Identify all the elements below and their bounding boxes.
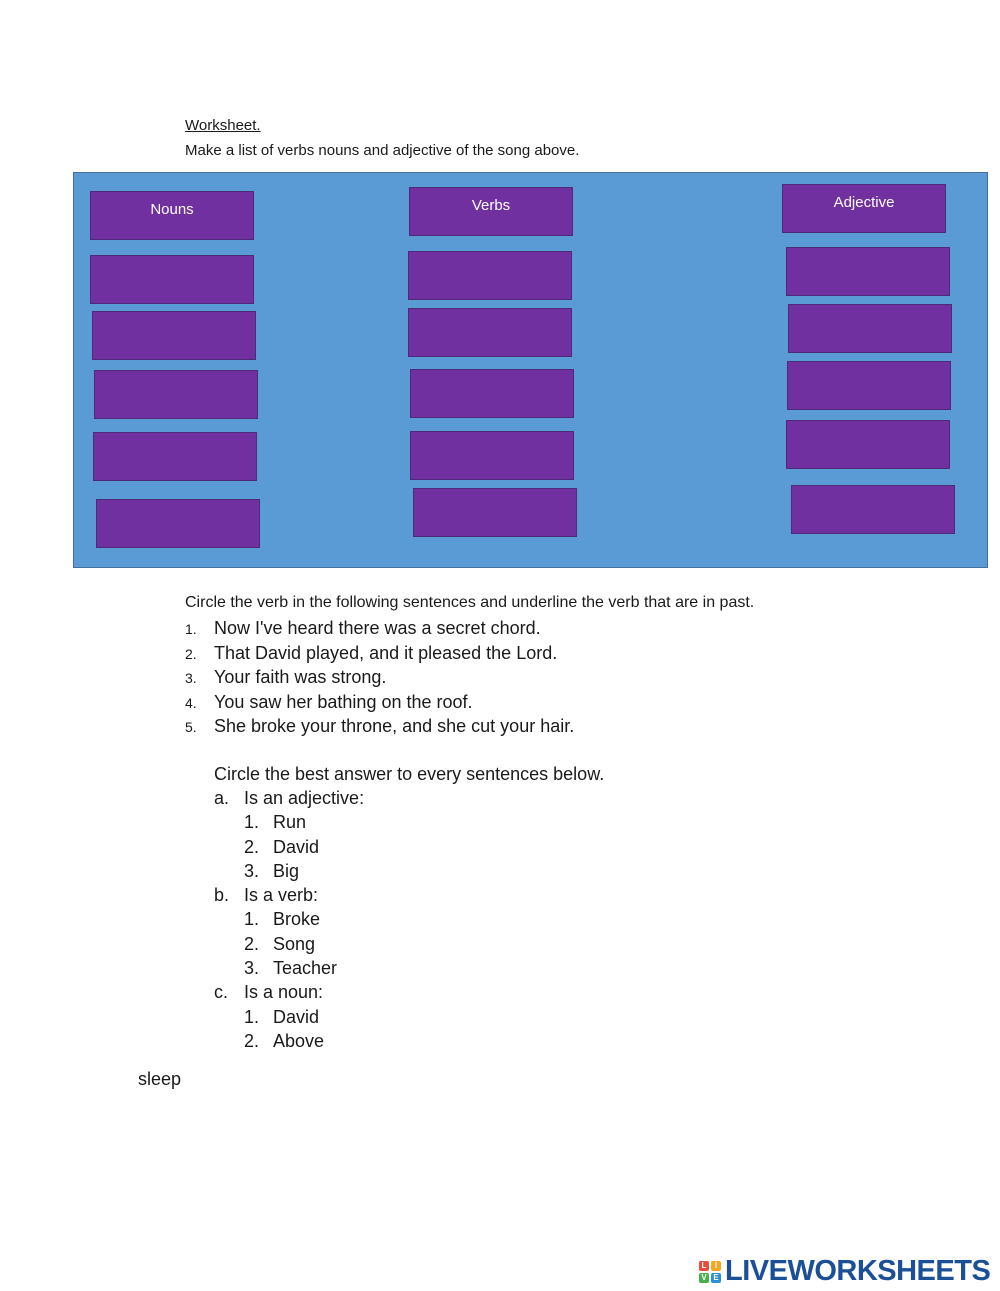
answer-option[interactable] bbox=[214, 837, 364, 861]
sentence-number: 2. bbox=[185, 645, 197, 662]
answer-option[interactable] bbox=[214, 861, 364, 885]
multiple-choice-block bbox=[214, 788, 364, 1055]
sentence-item[interactable] bbox=[185, 716, 574, 741]
nouns-header: Nouns bbox=[90, 191, 254, 240]
noun-answer-box[interactable] bbox=[96, 499, 260, 548]
adjective-answer-box[interactable] bbox=[788, 304, 952, 353]
sentence-number: 5. bbox=[185, 719, 197, 735]
noun-answer-box[interactable] bbox=[92, 311, 256, 360]
sentence-text: Your faith was strong. bbox=[214, 667, 387, 687]
option-text: Above bbox=[273, 1030, 325, 1051]
noun-answer-box[interactable] bbox=[93, 432, 257, 481]
verbs-header: Verbs bbox=[409, 187, 573, 236]
option-number: 2. bbox=[244, 836, 260, 857]
option-text: Big bbox=[273, 860, 300, 881]
answer-option[interactable] bbox=[214, 1007, 364, 1031]
answer-option[interactable] bbox=[214, 909, 364, 933]
option-number: 3. bbox=[244, 958, 260, 979]
verb-answer-box[interactable] bbox=[408, 308, 572, 357]
sentence-item[interactable] bbox=[185, 643, 574, 668]
option-number: 3. bbox=[244, 860, 260, 881]
sentence-number: 1. bbox=[185, 621, 197, 637]
question-label: a. bbox=[214, 788, 230, 808]
sentence-number: 3. bbox=[185, 670, 197, 686]
question-text: Is a verb: bbox=[244, 885, 319, 906]
sentence-text: You saw her bathing on the roof. bbox=[214, 691, 473, 712]
sentence-text: Now I've heard there was a secret chord. bbox=[214, 618, 541, 638]
stray-text: sleep bbox=[138, 1069, 182, 1089]
liveworksheets-logo bbox=[699, 1255, 990, 1288]
option-text: Broke bbox=[273, 909, 321, 930]
question-prompt bbox=[214, 788, 364, 812]
noun-answer-box[interactable] bbox=[90, 255, 254, 304]
adjective-header: Adjective bbox=[782, 184, 946, 233]
adjective-answer-box[interactable] bbox=[791, 485, 955, 534]
sentence-item[interactable] bbox=[185, 667, 574, 692]
logo-block: E bbox=[711, 1273, 721, 1283]
sentence-list bbox=[185, 618, 574, 741]
sentence-number: 4. bbox=[185, 694, 197, 711]
adjective-answer-box[interactable] bbox=[786, 420, 950, 469]
logo-blocks-icon bbox=[699, 1261, 721, 1283]
question-text: Is an adjective: bbox=[244, 788, 365, 808]
logo-block: V bbox=[699, 1273, 709, 1283]
option-text: David bbox=[273, 1006, 320, 1027]
logo-text: LIVEWORKSHEETS bbox=[725, 1255, 991, 1287]
question-text: Is a noun: bbox=[244, 982, 324, 1003]
option-text: Run bbox=[273, 812, 307, 833]
worksheet-heading: Worksheet. bbox=[185, 117, 261, 134]
section2-instruction: Circle the verb in the following sentences and underline the verb that are in past. bbox=[185, 594, 755, 611]
adjective-answer-box[interactable] bbox=[786, 247, 950, 296]
sentence-item[interactable] bbox=[185, 692, 574, 717]
question-label: b. bbox=[214, 885, 230, 906]
adjective-answer-box[interactable] bbox=[787, 361, 951, 410]
option-text: Song bbox=[273, 933, 316, 954]
verb-answer-box[interactable] bbox=[408, 251, 572, 300]
question-label: c. bbox=[214, 982, 229, 1003]
logo-block: I bbox=[711, 1261, 721, 1271]
option-text: David bbox=[273, 836, 320, 857]
verb-answer-box[interactable] bbox=[410, 431, 574, 480]
sentence-text: That David played, and it pleased the Lord. bbox=[214, 642, 558, 663]
logo-block: L bbox=[699, 1261, 709, 1271]
answer-option[interactable] bbox=[214, 1031, 364, 1055]
option-number: 1. bbox=[244, 1006, 260, 1027]
noun-answer-box[interactable] bbox=[94, 370, 258, 419]
option-text: Teacher bbox=[273, 958, 338, 979]
option-number: 1. bbox=[244, 909, 260, 930]
sentence-text: She broke your throne, and she cut your hair. bbox=[214, 716, 575, 736]
answer-option[interactable] bbox=[214, 812, 364, 836]
answer-option[interactable] bbox=[214, 934, 364, 958]
sentence-item[interactable] bbox=[185, 618, 574, 643]
verb-answer-box[interactable] bbox=[410, 369, 574, 418]
option-number: 1. bbox=[244, 812, 260, 833]
section3-instruction: Circle the best answer to every sentences below. bbox=[214, 764, 605, 784]
answer-option[interactable] bbox=[214, 958, 364, 982]
worksheet-instruction: Make a list of verbs nouns and adjective of the song above. bbox=[185, 142, 580, 159]
option-number: 2. bbox=[244, 1030, 260, 1051]
verb-answer-box[interactable] bbox=[413, 488, 577, 537]
question-prompt bbox=[214, 982, 364, 1006]
question-prompt bbox=[214, 885, 364, 909]
option-number: 2. bbox=[244, 933, 260, 954]
